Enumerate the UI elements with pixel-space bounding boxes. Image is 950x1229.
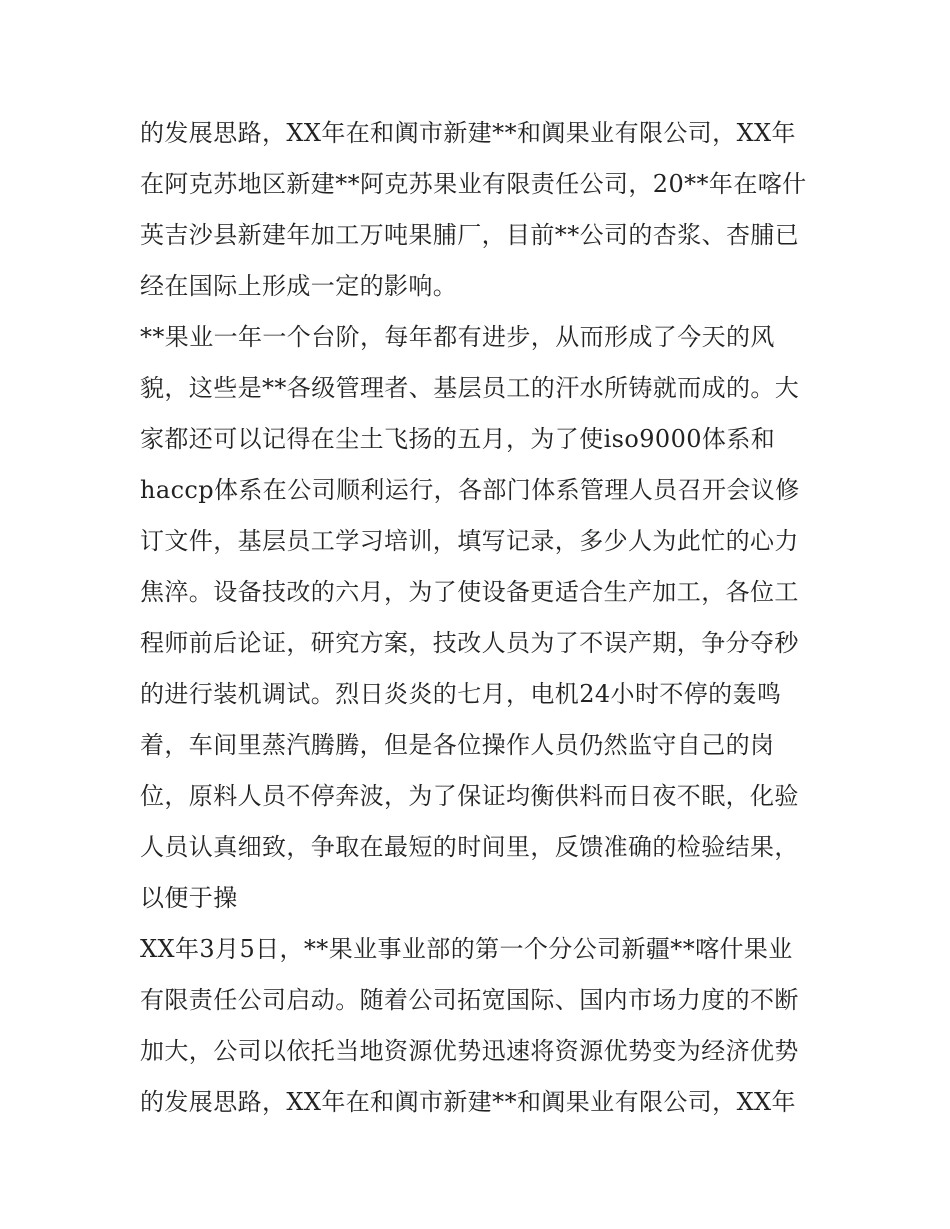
text-line: 经在国际上形成一定的影响。 [140,272,458,300]
text-line: 着，车间里蒸汽腾腾，但是各位操作人员仍然监守自己的岗 [140,731,775,759]
text-line: 的发展思路，XX年在和阗市新建**和阗果业有限公司，XX年 [140,1088,796,1116]
text-line: 焦淬。设备技改的六月，为了使设备更适合生产加工，各位工 [140,578,799,606]
text-line: XX年3月5日，**果业事业部的第一个分公司新疆**喀什果业 [140,935,793,963]
text-line: 人员认真细致，争取在最短的时间里，反馈准确的检验结果， [140,833,799,861]
text-line: 的进行装机调试。烈日炎炎的七月，电机24小时不停的轰鸣 [140,680,782,708]
text-line: 加大，公司以依托当地资源优势迅速将资源优势变为经济优势 [140,1037,799,1065]
text-line: 在阿克苏地区新建**阿克苏果业有限责任公司，20**年在喀什 [140,170,807,198]
text-line: 位，原料人员不停奔波，为了保证均衡供料而日夜不眠，化验 [140,782,799,810]
text-line: 的发展思路，XX年在和阗市新建**和阗果业有限公司，XX年 [140,119,796,147]
text-line: 英吉沙县新建年加工万吨果脯厂，目前**公司的杏浆、杏脯已 [140,221,800,249]
body-text [140,108,830,1128]
text-line: 貌，这些是**各级管理者、基层员工的汗水所铸就而成的。大 [140,374,800,402]
text-line: 家都还可以记得在尘土飞扬的五月，为了使iso9000体系和 [140,425,776,453]
text-line: 程师前后论证，研究方案，技改人员为了不误产期，争分夺秒 [140,629,799,657]
text-line: 订文件，基层员工学习培训，填写记录，多少人为此忙的心力 [140,527,799,555]
text-line: haccp体系在公司顺利运行，各部门体系管理人员召开会议修 [140,476,800,504]
text-line: 以便于操 [140,884,238,912]
text-line: **果业一年一个台阶，每年都有进步，从而形成了今天的风 [140,323,775,351]
text-line: 有限责任公司启动。随着公司拓宽国际、国内市场力度的不断 [140,986,799,1014]
